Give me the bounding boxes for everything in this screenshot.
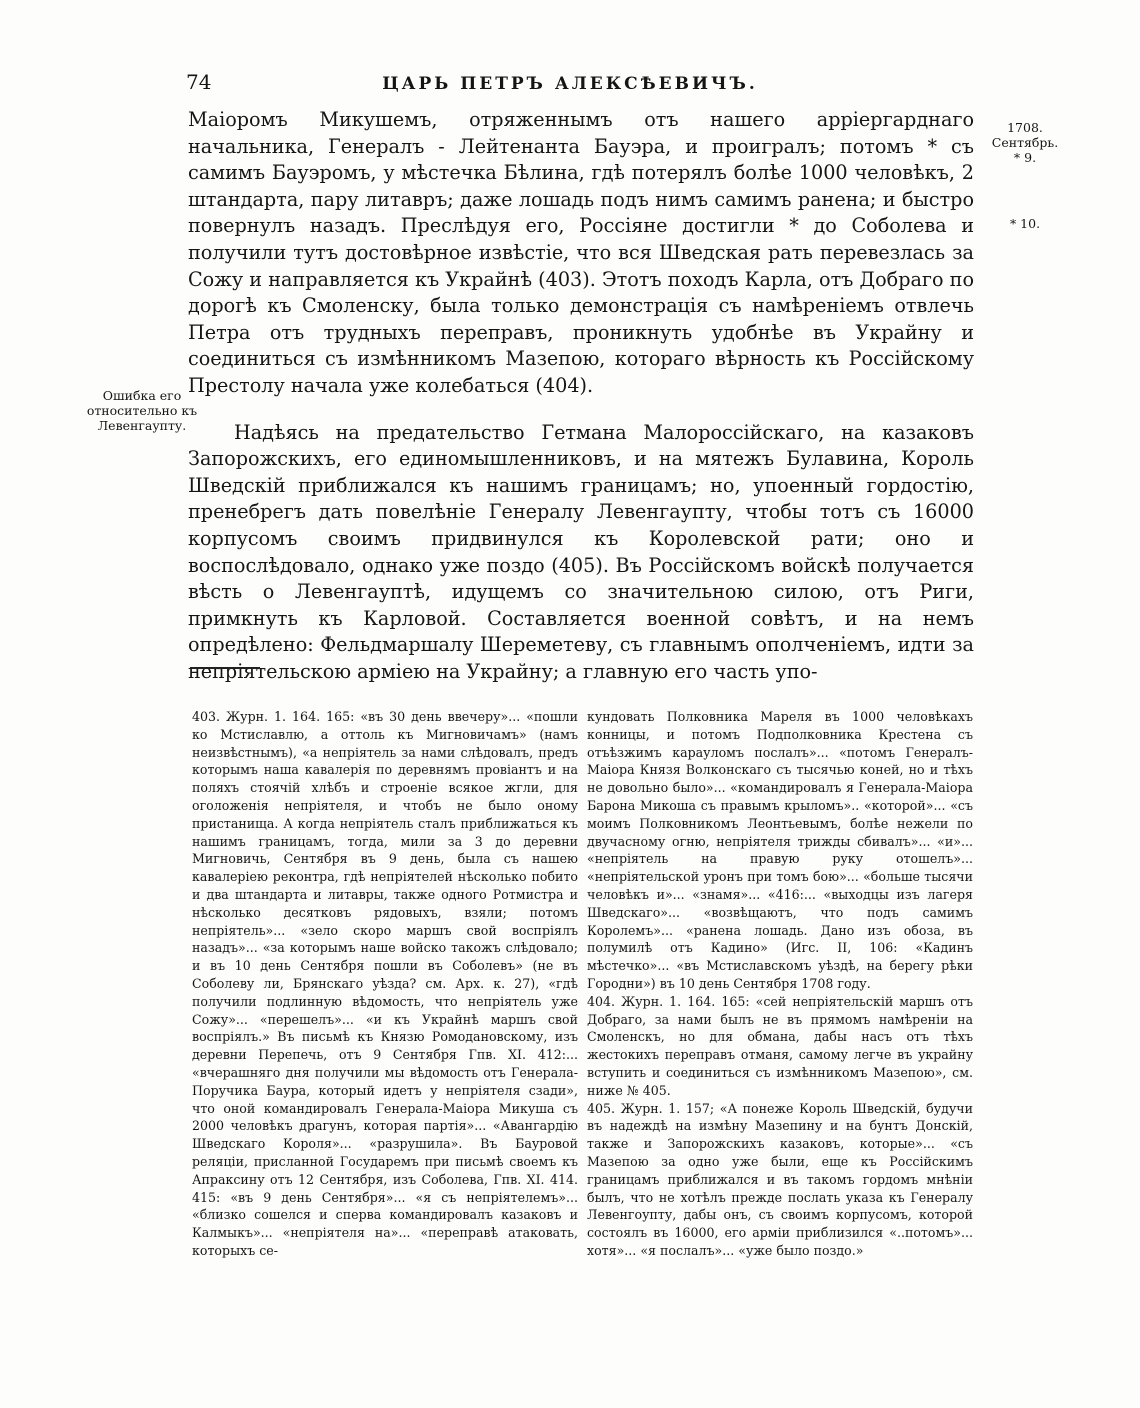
main-paragraph-2: Надѣясь на предательство Гетмана Малороссійскаго, на казаковъ Запорожскихъ, его единомышленниковъ, и на мятежъ Булавина, Король Шведскій приближался къ нашимъ границамъ; но, упоенный гордостію, пренебрегъ дать повелѣніе Генералу Левенгаупту, чтобы тотъ съ 16000 корпусомъ своимъ придвинулся къ Королевской рати; оно и воспослѣдовало, однако уже поздо (405). Въ Россійскомъ войскѣ получается вѣсть о Левенгауптѣ, идущемъ со значительною силою, отъ Риги, примкнуть къ Карловой. Составляется военной совѣтъ, и на немъ опредѣлено: Фельдмаршалу Шереметеву, съ главнымъ ополченіемъ, идти за непріятельскою арміею на Украйну; а главную его часть упо- [188,420,974,683]
footnote-divider [190,667,260,669]
page-number: 74 [186,70,212,94]
margin-date-day: * 9. [1013,150,1037,165]
main-paragraph-1: Маіоромъ Микушемъ, отряженнымъ отъ нашего арріергарднаго начальника, Генералъ - Лейтенанта Бауэра, и проигралъ; потомъ * съ самимъ Бауэромъ, у мѣстечка Бѣлина, гдѣ потерялъ болѣе 1000 человѣкъ, 2 штандарта, пару литавръ; даже лошадь подъ нимъ самимъ ранена; и быстро повернулъ назадъ. Преслѣдуя его, Россіяне достигли * до Соболева и получили тутъ достовѣрное извѣстіе, что вся Шведская рать перевезлась за Сожу и направляется къ Украйнѣ (403). Этотъ походъ Карла, отъ Добраго по дорогѣ къ Смоленску, была только демонстрація съ намѣреніемъ отвлечь Петра отъ трудныхъ переправъ, проникнуть удобнѣе въ Украйну и соединиться съ измѣнникомъ Мазепою, котораго вѣрность къ Россійскому Престолу начала уже колебаться (404). [188,108,974,397]
footnotes-left-column [192,708,578,1260]
footnotes-right-column [587,708,973,1260]
footnote-405: 405. Журн. 1. 157; «А понеже Король Шведскій, будучи въ надеждѣ на измѣну Мазепину и на бунтъ Донскій, также и Запорожскихъ казаковъ, которые»... «съ Мазепою за одно уже были, еще къ Россійскимъ границамъ приближался и въ такомъ гордомъ мнѣніи былъ, что не хотѣлъ прежде послать указа къ Генералу Левенгоупту, дабы онъ, съ своимъ корпусомъ, которой состоялъ въ 16000, его арміи приблизился «..потомъ»... хотя»... «я послалъ»... «уже было поздо.» [587,1100,973,1258]
margin-date-note [985,120,1065,165]
footnote-403: 403. Журн. 1. 164. 165: «въ 30 день ввечеру»... «пошли ко Мстиславлю, а оттоль къ Мигновичамъ» (намъ неизвѣстнымъ), «а непріятель за нами слѣдовалъ, предъ которымъ наша кавалерія по деревнямъ провіантъ и на поляхъ стоячій хлѣбъ и строеніе всякое жгли, для оголоженія непріятеля, и чтобъ не было оному пристанища. А когда непріятель сталъ приближаться къ нашимъ границамъ, тогда, мили за 3 до деревни Мигновичь, Сентября въ 9 день, была съ нашею кавалеріею реконтра, гдѣ непріятелей нѣсколько побито и два штандарта и литавры, также одного Ротмистра и нѣсколько десятковъ рядовыхъ, взяли; потомъ непріятель»... «зело скоро маршъ свой воспріялъ назадъ»... «за которымъ наше войско такожъ слѣдовало; и въ 10 день Сентября пошли въ Соболевъ» (не въ Соболеву ли, Брянскаго уѣзда? см. Арх. к. 27), «гдѣ получили подлинную вѣдомость, что непріятель уже Сожу»... «перешелъ»... «и къ Украйнѣ маршъ свой воспріялъ.» Въ письмѣ къ Князю Ромодановскому, изъ деревни Перепечь, отъ 9 Сентября Гпв. XI. 412:... «вчерашняго дня получили мы вѣдомость отъ Генерала-Поручика Баура, который идетъ у непріятеля сзади», что оной командировалъ Генерала-Маіора Микуша съ 2000 человѣкъ драгунъ, которая партія»... «Авангардію Шведскаго Короля»... «разрушила». Въ Бауровой реляціи, присланной Государемъ при письмѣ своемъ къ Апраксину отъ 12 Сентября, изъ Соболева, Гпв. XI. 414. 415: «въ 9 день Сентября»... «я съ непріятелемъ»... «близко сошелся и сперва командировалъ казаковъ и Калмыкъ»... «непріятеля на»... «переправѣ атаковать, которыхъ се- [192,709,578,1258]
margin-date-year: 1708. [1007,120,1043,135]
margin-date-second: * 10. [1009,216,1041,231]
main-text [188,107,974,685]
footnote-403-continued: кундовать Полковника Мареля въ 1000 человѣкахъ конницы, и потомъ Подполковника Крестена съ отъѣзжимъ карауломъ послалъ»... «потомъ Генералъ-Маіора Князя Волконскаго съ тысячью коней, но и тѣхъ не довольно было»... «командировалъ я Генерала-Маіора Барона Микоша съ правымъ крыломъ».. «которой»... «съ моимъ Полковникомъ Леонтьевымъ, болѣе нежели по двучасному огню, непріятеля трижды сбивалъ»... «и»... «непріятель на правую руку отошелъ»... «непріятельской уронъ при томъ бою»... «больше тысячи человѣкъ и»... «знамя»... «416:... «выходцы изъ лагеря Шведскаго»... «возвѣщаютъ, что подъ самимъ Королемъ»... «ранена лошадь. Дано изъ обоза, въ полумилѣ отъ Кадино» (Игс. II, 106: «Кадинъ мѣстечко»... «въ Мстиславскомъ уѣздѣ, на берегу рѣки Городни») въ 10 день Сентября 1708 году. [587,709,973,991]
margin-date-month: Сентябрь. [991,135,1059,150]
running-title: ЦАРЬ ПЕТРЪ АЛЕКСѢЕВИЧЪ. [382,74,758,94]
margin-side-heading: Ошибка его относительно къ Левенгаупту. [86,388,198,433]
footnote-404: 404. Журн. 1. 164. 165: «сей непріятельскій маршъ отъ Добраго, за нами былъ не въ прямомъ намѣреніи на Смоленскъ, но для обмана, дабы насъ отъ тѣхъ жестокихъ переправъ отманя, самому легче въ украйну вступить и соединиться съ измѣнникомъ Мазепою», см. ниже № 405. [587,993,973,1098]
